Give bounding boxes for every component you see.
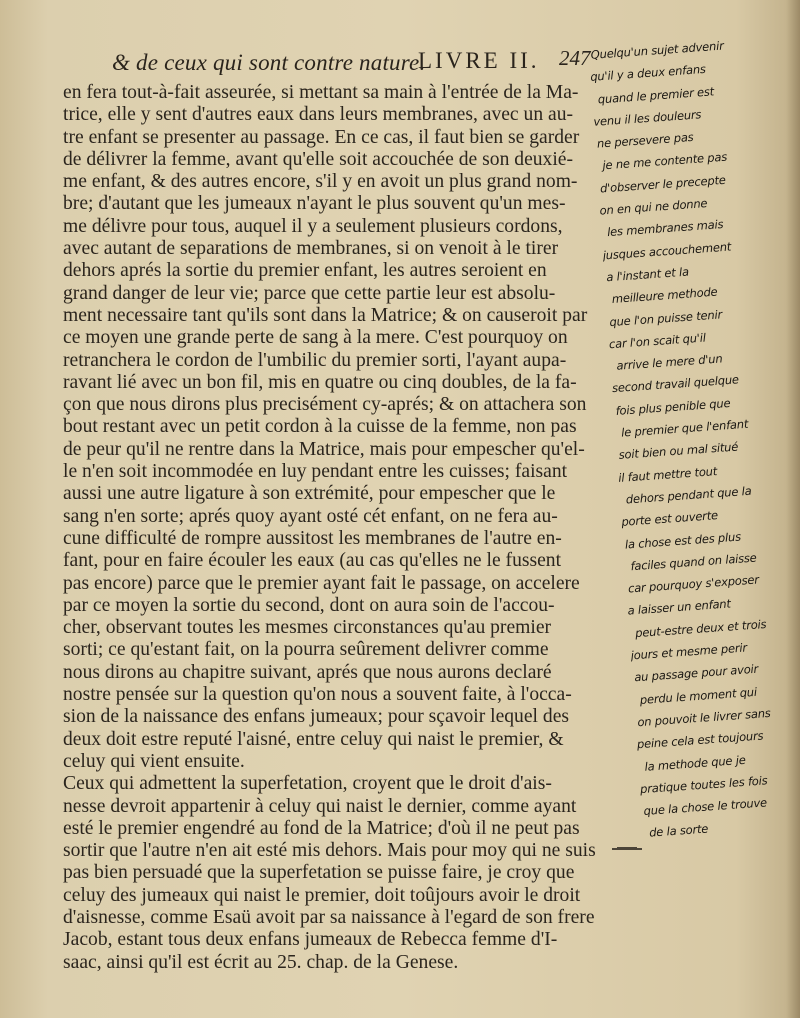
text-line: cune difficulté de rompre aussitost les membranes de l'autre en-: [63, 527, 562, 549]
text-line: saac, ainsi qu'il est écrit au 25. chap. de la Genese.: [63, 951, 459, 973]
handwritten-line: le premier que l'enfant: [620, 416, 749, 440]
handwritten-line: second travail quelque: [611, 372, 740, 396]
text-line: par ce moyen la sortie du second, dont on aura soin de l'accou-: [63, 594, 555, 616]
handwritten-line: porte est ouverte: [620, 508, 719, 530]
text-line: aussi une autre ligature à son extrémité, pour empescher que le: [63, 483, 556, 505]
handwritten-line: la methode que je: [644, 752, 746, 774]
handwritten-line: les membranes mais: [606, 217, 724, 240]
handwritten-line: soit bien ou mal situé: [618, 439, 739, 463]
handwritten-line: de la sorte: [648, 821, 709, 841]
handwritten-margin-notes: [588, 29, 800, 845]
text-line: nous dirons au chapitre suivant, aprés que nous aurons declaré: [63, 661, 552, 683]
text-line: fant, pour en faire écouler les eaux (au cas qu'elles ne le fussent: [63, 550, 562, 572]
page-number: 247: [559, 46, 591, 70]
handwritten-line: jusques accouchement: [602, 239, 732, 263]
handwritten-line: car l'on scait qu'il: [608, 330, 707, 352]
text-line: çon que nous dirons plus precisément cy-aprés; & on attachera son: [63, 394, 587, 416]
handwritten-line: au passage pour avoir: [633, 661, 759, 685]
margin-dash-mark: [611, 846, 643, 852]
handwritten-line: arrive le mere d'un: [616, 351, 723, 373]
text-line: Jacob, estant tous deux enfans jumeaux de Rebecca femme d'I-: [63, 929, 558, 951]
text-line: me enfant, & des autres encore, s'il y en avoit un plus grand nom-: [63, 171, 578, 193]
handwritten-line: a l'instant et la: [605, 264, 690, 285]
text-line: esté le premier engendré au fond de la Matrice; d'où il ne peut pas: [63, 817, 580, 839]
handwritten-line: dehors pendant que la: [625, 483, 752, 507]
handwritten-line: je ne me contente pas: [602, 150, 728, 173]
handwritten-line: il faut mettre tout: [617, 463, 718, 485]
handwritten-line: jours et mesme perir: [630, 640, 748, 663]
handwritten-line: d'observer le precepte: [599, 172, 727, 196]
handwritten-line: on pouvoit le livrer sans: [636, 705, 772, 730]
handwritten-line: que l'on puisse tenir: [608, 306, 723, 329]
text-line: ce moyen une grande perte de sang à la mere. C'est pourquoy on: [63, 327, 568, 349]
running-title: & de ceux qui sont contre nature.: [112, 50, 426, 75]
text-line: sorti; ce qu'estant fait, on la pourra seûrement delivrer comme: [63, 639, 549, 661]
text-line: grand danger de leur vie; parce que cette partie leur est absolu-: [63, 282, 556, 304]
text-line: trice, elle y sent d'autres eaux dans leurs membranes, avec un au-: [63, 104, 574, 126]
handwritten-line: meilleure methode: [611, 284, 718, 307]
text-line: ment necessaire tant qu'ils sont dans la Matrice; & on causeroit par: [63, 304, 588, 326]
handwritten-line: pratique toutes les fois: [639, 773, 768, 796]
text-line: retranchera le cordon de l'umbilic du premier sorti, l'ayant aupa-: [63, 349, 567, 371]
text-line: nesse devroit appartenir à celuy qui naist le dernier, comme ayant: [63, 795, 577, 817]
text-line: tre enfant se presenter au passage. En ce cas, il faut bien se garder: [63, 126, 580, 148]
text-line: bout restant avec un petit cordon à la cuisse de la femme, non pas: [63, 416, 577, 438]
text-line: Ceux qui admettent la superfetation, croyent que le droit d'ais-: [63, 773, 552, 795]
handwritten-line: a laisser un enfant: [627, 596, 732, 619]
text-line: celuy des jumeaux qui naist le premier, doit toûjours avoir le droit: [63, 884, 581, 906]
handwritten-line: car pourquoy s'exposer: [627, 572, 760, 596]
book-number: LIVRE II.: [418, 48, 540, 73]
text-line: pas encore) parce que le premier ayant fait le passage, on accelere: [63, 572, 580, 594]
handwritten-line: ne persevere pas: [596, 130, 694, 151]
text-line: bre; d'autant que les jumeaux n'ayant le plus souvent qu'un mes-: [63, 193, 566, 215]
text-line: celuy qui vient ensuite.: [63, 750, 245, 772]
text-line: ravant lié avec un bon fil, mis en quatre ou cinq doubles, de la fa-: [63, 371, 577, 393]
text-line: de délivrer la femme, avant qu'elle soit accouchée de son deuxié-: [63, 148, 574, 170]
text-line: de peur qu'il ne rentre dans la Matrice, mais pour empescher qu'el-: [63, 438, 585, 460]
text-line: d'aisnesse, comme Esaü avoit par sa naissance à l'egard de son frere: [63, 906, 595, 928]
text-line: nostre pensée sur la question qu'on nous a souvent faite, à l'occa-: [63, 684, 572, 706]
text-line: dehors aprés la sortie du premier enfant, les autres seroient en: [63, 260, 547, 282]
text-line: me délivre pour tous, auquel il y a seulement plusieurs cordons,: [63, 215, 563, 237]
text-line: avec autant de separations de membranes, si on venoit à le tirer: [63, 238, 559, 260]
text-line: le n'en soit incommodée en luy pendant entre les cuisses; faisant: [63, 461, 568, 483]
handwritten-line: peut-estre deux et trois: [634, 616, 767, 640]
handwritten-line: que la chose le trouve: [643, 795, 768, 819]
text-line: pas bien persuadé que la superfetation se puisse faire, je croy que: [63, 862, 575, 884]
text-line: en fera tout-à-fait asseurée, si mettant sa main à l'entrée de la Ma-: [63, 82, 579, 103]
handwritten-line: faciles quand on laisse: [630, 550, 758, 574]
text-line: deux doit estre reputé l'aisné, entre celuy qui naist le premier, &: [63, 728, 564, 750]
handwritten-line: Quelqu'un sujet advenir: [590, 38, 725, 62]
handwritten-line: on en qui ne donne: [599, 196, 708, 218]
text-line: sortir que l'autre n'en ait esté mis dehors. Mais pour moy qui ne suis: [63, 840, 596, 862]
handwritten-line: fois plus penible que: [615, 395, 731, 418]
handwritten-line: venu il les douleurs: [592, 107, 702, 129]
handwritten-line: perdu le moment qui: [639, 684, 758, 707]
text-line: sang n'en sorte; aprés quoy ayant osté cét enfant, on ne fera au-: [63, 505, 558, 527]
handwritten-line: qu'il y a deux enfans: [589, 62, 707, 85]
text-line: sion de la naissance des enfans jumeaux; pour sçavoir lequel des: [63, 706, 570, 728]
handwritten-line: peine cela est toujours: [636, 728, 764, 752]
text-line: cher, observant toutes les mesmes circonstances qu'au premier: [63, 617, 552, 639]
body-text: [63, 82, 603, 974]
handwritten-line: la chose est des plus: [624, 529, 742, 552]
handwritten-line: quand le premier est: [597, 83, 715, 107]
